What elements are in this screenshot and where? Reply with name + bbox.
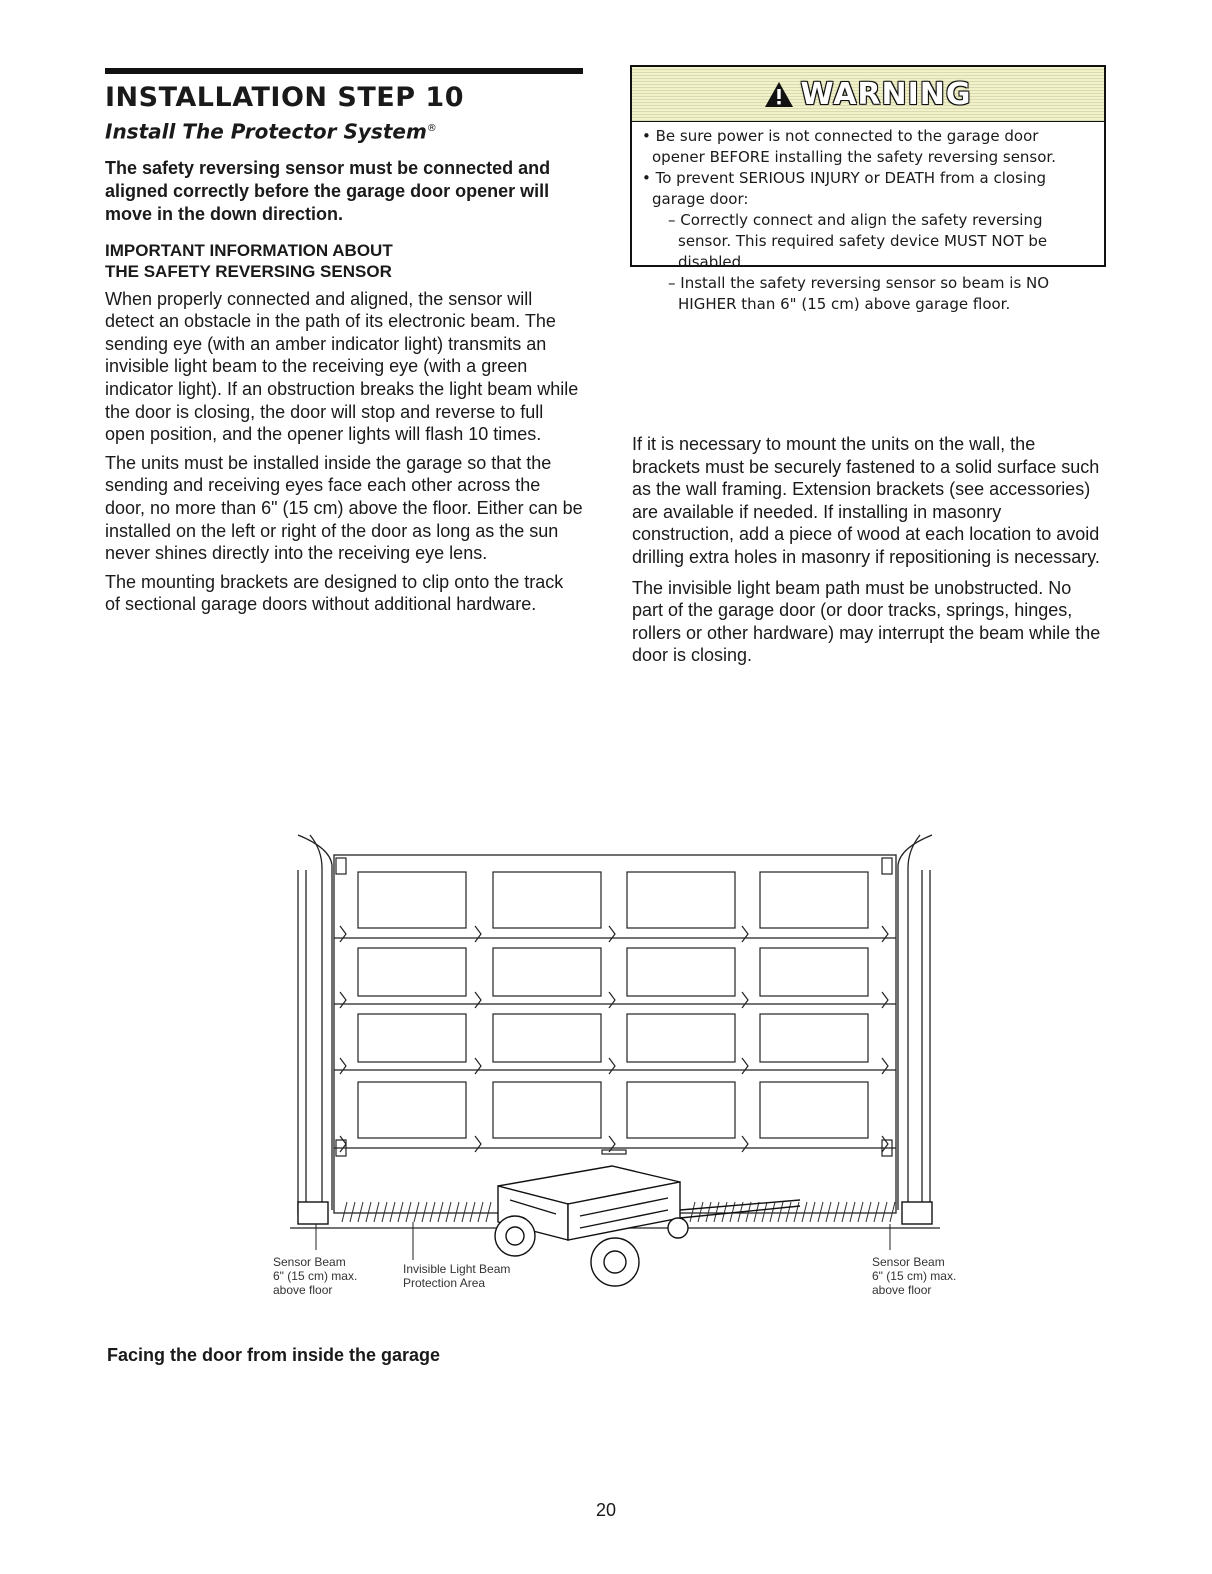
warning-triangle-icon xyxy=(764,81,794,108)
body-paragraph: The mounting brackets are designed to clip onto the track of sectional garage doors without additional hardware. xyxy=(105,571,564,615)
label-line: above floor xyxy=(872,1283,932,1297)
right-column xyxy=(632,433,1104,675)
lead-paragraph: The safety reversing sensor must be connected and aligned correctly before the garage door opener will move in the down direction. xyxy=(105,157,551,224)
body-paragraph: When properly connected and aligned, the sensor will detect an obstacle in the path of its electronic beam. The sending eye (with an amber indicator light) transmits an invisible light beam to the receiving eye (with a green indicator light). If an obstruction breaks the light beam while the door is closing, the door will stop and reverse to full open position, and the opener lights will flash 10 times. xyxy=(105,288,579,445)
label-line: Protection Area xyxy=(403,1276,486,1290)
label-line: 6" (15 cm) max. xyxy=(273,1269,358,1283)
body-paragraph: The units must be installed inside the garage so that the sending and receiving eyes face each other across the door, no more than 6" (15 cm) above the floor. Either can be installed on the left or right of the door as long as the sun never shines directly into the receiving eye lens. xyxy=(105,452,583,564)
step-title: INSTALLATION STEP 10 xyxy=(105,82,464,113)
step-subtitle xyxy=(105,116,583,145)
page-number: 20 xyxy=(595,1500,617,1520)
label-line: Sensor Beam xyxy=(273,1255,346,1269)
warning-box xyxy=(630,65,1106,313)
warning-sub-bullet: – Correctly connect and align the safety reversing sensor. This required safety device MUST NOT be disabled. xyxy=(668,211,1048,271)
title-rule xyxy=(105,68,583,74)
left-column xyxy=(105,68,583,616)
garage-door-drawing xyxy=(270,830,970,1310)
warning-bullet: • To prevent SERIOUS INJURY or DEATH from a closing garage door: xyxy=(642,169,1047,208)
warning-bullet: • Be sure power is not connected to the garage door opener BEFORE installing the safety reversing sensor. xyxy=(642,127,1056,166)
section-heading-line1: IMPORTANT INFORMATION ABOUT xyxy=(105,240,393,260)
label-line: Invisible Light Beam xyxy=(403,1262,511,1276)
body-paragraph: The invisible light beam path must be unobstructed. No part of the garage door (or door tracks, springs, hinges, rollers or other hardware) may interrupt the beam while the door is closing. xyxy=(632,577,1101,666)
warning-header xyxy=(632,67,1104,122)
section-heading xyxy=(105,240,583,282)
label-line: above floor xyxy=(273,1283,333,1297)
beam-area-label xyxy=(403,1262,510,1290)
registered-mark: ® xyxy=(426,123,437,134)
body-paragraph: If it is necessary to mount the units on the wall, the brackets must be securely fastened to a solid surface such as the wall framing. Extension brackets (see accessories) are available if needed. If installing in masonry construction, add a piece of wood at each location to avoid drilling extra holes in masonry if repositioning is necessary. xyxy=(632,434,1100,567)
section-heading-line2: THE SAFETY REVERSING SENSOR xyxy=(105,261,392,281)
warning-title: WARNING xyxy=(800,76,972,112)
right-sensor-label xyxy=(872,1255,956,1297)
figure-caption: Facing the door from inside the garage xyxy=(107,1345,441,1365)
label-line: Sensor Beam xyxy=(872,1255,945,1269)
subtitle-text: Install The Protector System xyxy=(105,119,427,144)
garage-door-illustration xyxy=(270,830,970,1310)
label-line: 6" (15 cm) max. xyxy=(872,1269,957,1283)
warning-sub-bullet: – Install the safety reversing sensor so beam is NO HIGHER than 6" (15 cm) above garage floor. xyxy=(668,274,1050,313)
warning-list xyxy=(632,126,1104,315)
left-sensor-label xyxy=(273,1255,357,1297)
